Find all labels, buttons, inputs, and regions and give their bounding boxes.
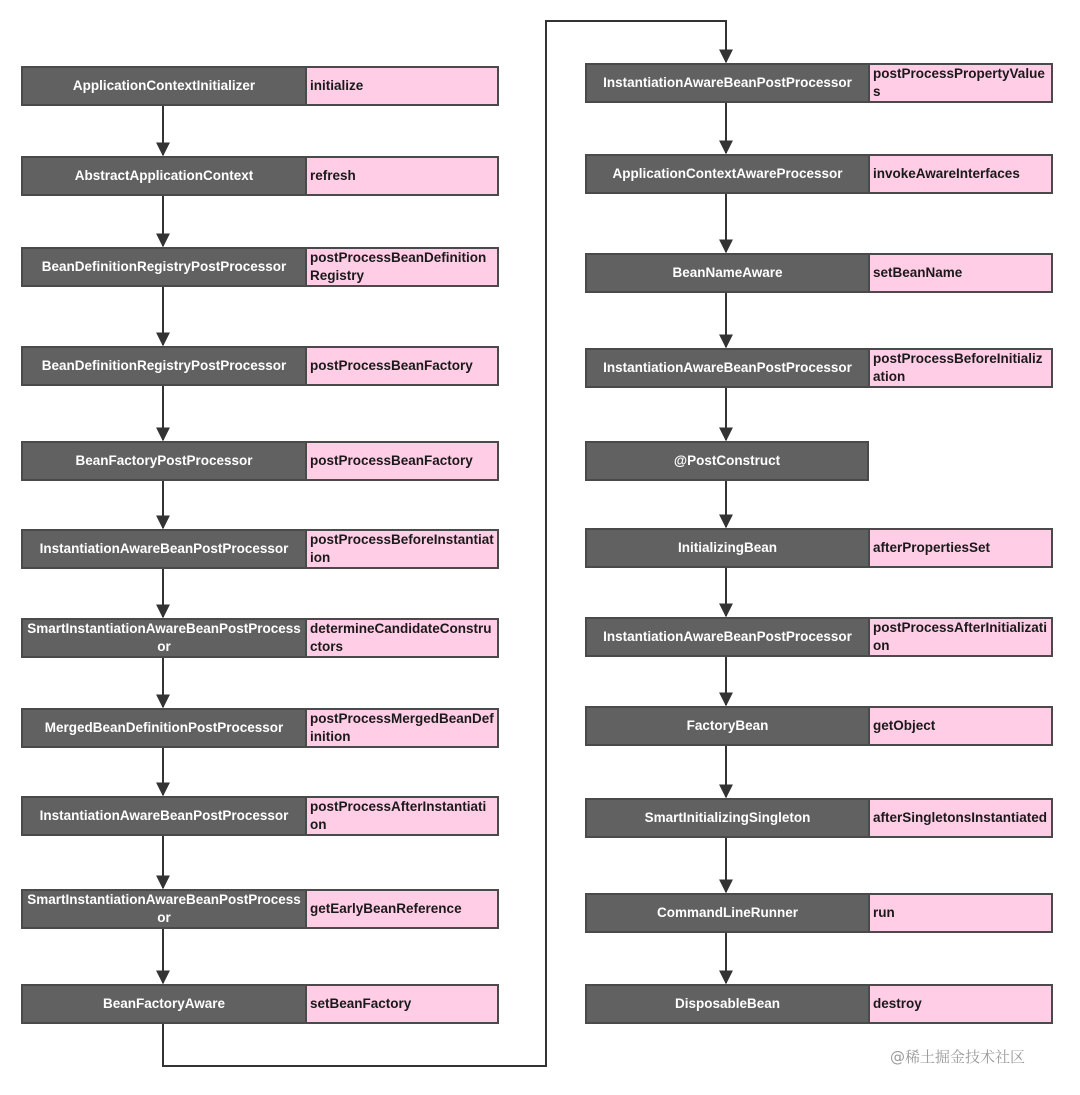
watermark: @稀土掘金技术社区 <box>890 1048 1026 1066</box>
flow-step <box>585 348 1053 388</box>
flow-step <box>585 441 869 481</box>
step-method-name: postProcessBeanFactory <box>306 346 499 386</box>
flow-step <box>21 708 499 748</box>
step-method-name: postProcessPropertyValues <box>869 63 1053 103</box>
flow-step <box>21 529 499 569</box>
step-class-name: BeanFactoryAware <box>21 984 306 1024</box>
step-class-name: InstantiationAwareBeanPostProcessor <box>585 617 869 657</box>
step-class-name: CommandLineRunner <box>585 893 869 933</box>
flow-step <box>585 528 1053 568</box>
step-method-name: getEarlyBeanReference <box>306 889 499 929</box>
step-method-name: getObject <box>869 706 1053 746</box>
step-class-name: SmartInstantiationAwareBeanPostProcessor <box>21 618 306 658</box>
step-class-name: @PostConstruct <box>585 441 869 481</box>
step-method-name: invokeAwareInterfaces <box>869 154 1053 194</box>
step-method-name: run <box>869 893 1053 933</box>
flow-step <box>585 253 1053 293</box>
step-class-name: SmartInitializingSingleton <box>585 798 869 838</box>
step-class-name: InstantiationAwareBeanPostProcessor <box>21 796 306 836</box>
step-class-name: BeanDefinitionRegistryPostProcessor <box>21 247 306 287</box>
flow-step <box>585 984 1053 1024</box>
step-class-name: BeanDefinitionRegistryPostProcessor <box>21 346 306 386</box>
flow-step <box>21 984 499 1024</box>
step-class-name: MergedBeanDefinitionPostProcessor <box>21 708 306 748</box>
step-method-name: setBeanName <box>869 253 1053 293</box>
step-class-name: AbstractApplicationContext <box>21 156 306 196</box>
step-method-name: postProcessBeforeInitialization <box>869 348 1053 388</box>
step-class-name: ApplicationContextAwareProcessor <box>585 154 869 194</box>
step-class-name: SmartInstantiationAwareBeanPostProcessor <box>21 889 306 929</box>
flow-step <box>21 441 499 481</box>
flow-step <box>585 154 1053 194</box>
step-method-name: initialize <box>306 66 499 106</box>
step-method-name: postProcessBeforeInstantiation <box>306 529 499 569</box>
step-class-name: ApplicationContextInitializer <box>21 66 306 106</box>
step-method-name: destroy <box>869 984 1053 1024</box>
step-method-name: afterPropertiesSet <box>869 528 1053 568</box>
step-method-name: setBeanFactory <box>306 984 499 1024</box>
flow-step <box>585 893 1053 933</box>
step-class-name: BeanNameAware <box>585 253 869 293</box>
flow-step <box>585 63 1053 103</box>
flow-step <box>21 66 499 106</box>
flow-step <box>21 346 499 386</box>
step-method-name: postProcessBeanFactory <box>306 441 499 481</box>
step-method-name: postProcessAfterInstantiation <box>306 796 499 836</box>
flow-step <box>21 618 499 658</box>
step-method-name: refresh <box>306 156 499 196</box>
step-class-name: FactoryBean <box>585 706 869 746</box>
step-class-name: DisposableBean <box>585 984 869 1024</box>
flow-step <box>21 156 499 196</box>
step-class-name: BeanFactoryPostProcessor <box>21 441 306 481</box>
step-method-name: postProcessMergedBeanDefinition <box>306 708 499 748</box>
flow-step <box>21 796 499 836</box>
flow-step <box>585 706 1053 746</box>
step-method-name: afterSingletonsInstantiated <box>869 798 1053 838</box>
flow-step <box>21 247 499 287</box>
step-method-name: postProcessBeanDefinitionRegistry <box>306 247 499 287</box>
step-class-name: InitializingBean <box>585 528 869 568</box>
step-class-name: InstantiationAwareBeanPostProcessor <box>21 529 306 569</box>
step-class-name: InstantiationAwareBeanPostProcessor <box>585 63 869 103</box>
flow-step <box>585 798 1053 838</box>
step-class-name: InstantiationAwareBeanPostProcessor <box>585 348 869 388</box>
step-method-name: determineCandidateConstructors <box>306 618 499 658</box>
flow-step <box>585 617 1053 657</box>
flow-step <box>21 889 499 929</box>
step-method-name: postProcessAfterInitialization <box>869 617 1053 657</box>
